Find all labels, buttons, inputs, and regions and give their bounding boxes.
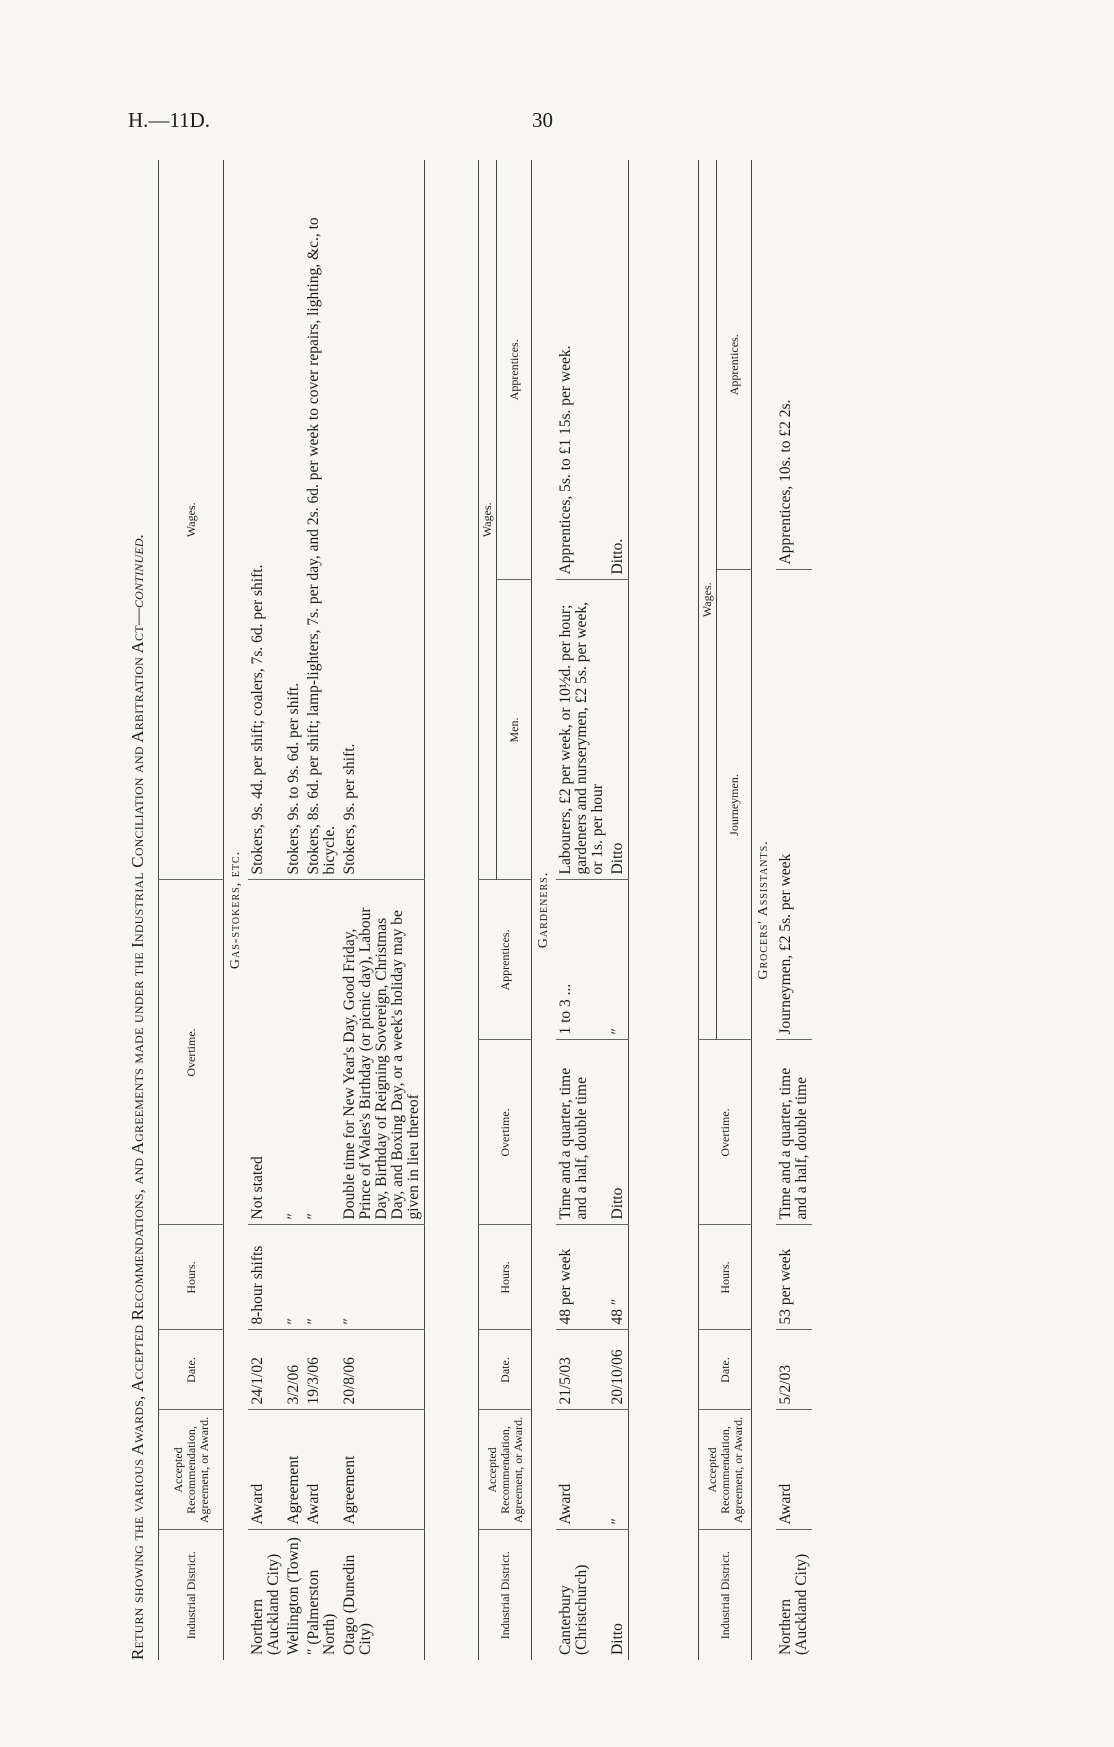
col-date: Date. bbox=[479, 1330, 532, 1410]
col-hours: Hours. bbox=[699, 1225, 752, 1330]
section-heading: Grocers' Assistants. bbox=[756, 840, 771, 980]
gas-stokers-table bbox=[158, 160, 425, 1660]
col-app-wages: Apprentices. bbox=[717, 160, 752, 570]
page-number: 30 bbox=[532, 108, 553, 132]
col-district: Industrial District. bbox=[717, 1551, 732, 1640]
col-accepted: Accepted Recommendation, Agreement, or Award. bbox=[699, 1410, 752, 1530]
col-wages: Wages. bbox=[699, 160, 717, 1040]
col-overtime: Overtime. bbox=[699, 1040, 752, 1225]
table-row: Canterbury (Christchurch) Award 21/5/03 48 per week Time and a quarter, time and a half, double time 1 to 3 ... Labourers, £2 per week, or 10½d. per hour; gardeners and nurserymen, £2 5s. per week, or 1s. per hour Apprentices, 5s. to £1 15s. per week. bbox=[556, 160, 608, 1660]
section-heading: Gas-stokers, etc. bbox=[228, 850, 243, 970]
table-row: ″ (Palmerston North) Award 19/3/06 ″ ″ Stokers, 8s. 6d. per shift; lamp-lighters, 7s. per day, and 2s. 6d. per week to cover repairs, lighting, &c., to bicycle. bbox=[304, 160, 340, 1660]
table-row: Wellington (Town) Agreement 3/2/06 ″ ″ Stokers, 9s. to 9s. 6d. per shift. bbox=[284, 160, 304, 1660]
col-date: Date. bbox=[159, 1330, 224, 1410]
col-overtime: Overtime. bbox=[479, 1040, 532, 1225]
page-reference: H.—11D. bbox=[128, 108, 211, 132]
table-row: Northern (Auckland City) Award 5/2/03 53 per week Time and a quarter, time and a half, double time Journeymen, £2 5s. per week Apprentices, 10s. to £2 2s. bbox=[776, 160, 812, 1660]
col-hours: Hours. bbox=[159, 1225, 224, 1330]
table-row: Northern (Auckland City) Award 24/1/02 8-hour shifts Not stated Stokers, 9s. 4d. per shift; coalers, 7s. 6d. per shift. bbox=[248, 160, 284, 1660]
col-overtime: Overtime. bbox=[159, 880, 224, 1225]
gardeners-table bbox=[478, 160, 629, 1660]
col-district: Industrial District. bbox=[183, 1551, 198, 1640]
document-title: Return showing the various Awards, Accepted Recommendations, and Agreements made under the Industrial Conciliation and Arbitration Act—continued. bbox=[128, 533, 147, 1660]
col-journeymen: Journeymen. bbox=[717, 570, 752, 1040]
col-wages: Wages. bbox=[159, 160, 224, 880]
col-men: Men. bbox=[497, 580, 532, 880]
col-hours: Hours. bbox=[479, 1225, 532, 1330]
col-apprentices: Apprentices. bbox=[479, 880, 532, 1040]
grocers-table bbox=[698, 160, 812, 1660]
table-row: Otago (Dunedin City) Agreement 20/8/06 ″ Double time for New Year's Day, Good Friday, Prince of Wales's Birthday (or picnic day), Labour Day, Birthday of Reigning Sovereign, Christmas Day, and Boxing Day, or a week's holiday may be given in lieu thereof Stokers, 9s. per shift. bbox=[340, 160, 425, 1660]
col-accepted: Accepted Recommendation, Agreement, or Award. bbox=[479, 1410, 532, 1530]
col-app-wages: Apprentices. bbox=[497, 160, 532, 580]
table-row: Ditto ″ 20/10/06 48 ″ Ditto ″ Ditto Ditto. bbox=[608, 160, 629, 1660]
col-wages: Wages. bbox=[479, 160, 497, 880]
rotated-table-region bbox=[128, 160, 948, 1660]
section-heading: Gardeners. bbox=[536, 871, 551, 949]
col-district: Industrial District. bbox=[497, 1551, 512, 1640]
col-date: Date. bbox=[699, 1330, 752, 1410]
col-accepted: Accepted Recommendation, Agreement, or Award. bbox=[159, 1410, 224, 1530]
